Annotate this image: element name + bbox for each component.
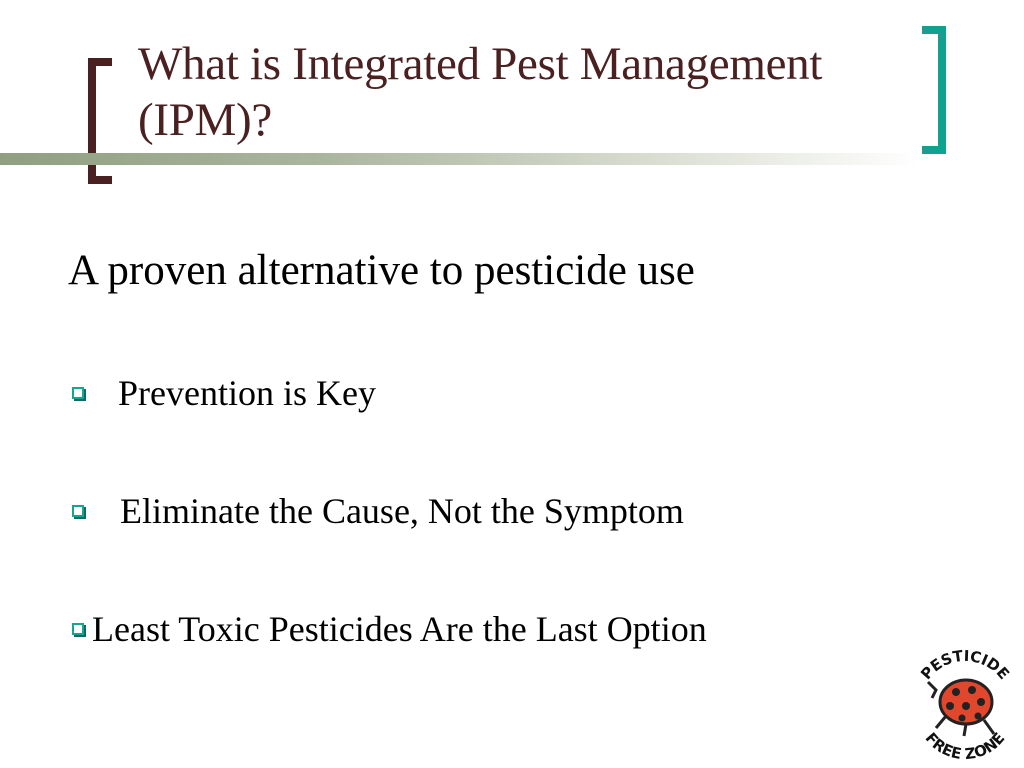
bullet-text: Eliminate the Cause, Not the Symptom bbox=[120, 491, 684, 531]
pesticide-free-zone-logo bbox=[906, 644, 1024, 768]
bullet-item bbox=[72, 372, 376, 414]
bullet-text: Least Toxic Pesticides Are the Last Option bbox=[92, 609, 707, 649]
logo-top-text: PESTICIDE bbox=[917, 646, 1013, 684]
checkbox-bullet-icon bbox=[72, 505, 84, 517]
title-underline-bar bbox=[0, 153, 920, 165]
checkbox-bullet-icon bbox=[72, 387, 84, 399]
left-bracket-decoration bbox=[88, 58, 112, 184]
ladybug-icon bbox=[928, 680, 994, 736]
right-bracket-decoration bbox=[922, 26, 946, 154]
bullet-item bbox=[72, 490, 684, 532]
checkbox-bullet-icon bbox=[72, 623, 84, 635]
logo-bottom-text: FREE ZONE bbox=[921, 729, 1009, 764]
bullet-text: Prevention is Key bbox=[118, 373, 376, 413]
slide-subtitle: A proven alternative to pesticide use bbox=[68, 247, 695, 294]
bullet-item bbox=[72, 608, 707, 650]
svg-text:PESTICIDE bbox=[917, 647, 1013, 683]
slide-title: What is Integrated Pest Management (IPM)? bbox=[138, 38, 823, 146]
